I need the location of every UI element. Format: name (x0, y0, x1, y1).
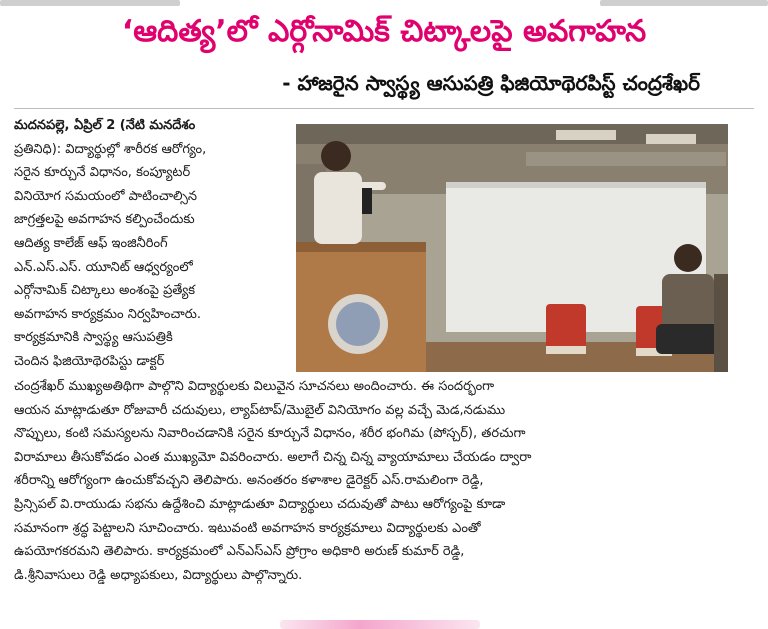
adjacent-column-fragment (0, 0, 180, 6)
text-line: ఆదిత్య కాలేజ్ ఆఫ్ ఇంజినీరింగ్ (14, 235, 168, 251)
dateline: మదనపల్లె, ఏప్రిల్ 2 (నేటి మనదేశం (14, 118, 196, 133)
text-line: ఉపయోగకరమని తెలిపారు. కార్యక్రమంలో ఎన్ఎస్ఎస్ ప్రోగ్రాం అధికారి అరుణ్ కుమార్ రెడ్డి, (14, 544, 465, 560)
text-line: డి.శ్రీనివాసులు రెడ్డి అధ్యాపకులు, విద్యార్థులు పాల్గొన్నారు. (14, 567, 303, 583)
text-line: ప్రతినిధి): విద్యార్థుల్లో శారీరక ఆరోగ్యం, (14, 141, 207, 157)
text-line: సరైన కూర్చునే విధానం, కంప్యూటర్ (14, 165, 191, 181)
text-line: అవగాహన కార్యక్రమం నిర్వహించారు. (14, 306, 202, 322)
left-column-text (14, 114, 290, 374)
adjacent-column-fragment (600, 0, 768, 6)
divider (14, 108, 754, 109)
text-line: కార్యక్రమానికి స్వాస్థ్య ఆసుపత్రికి (14, 330, 173, 346)
next-headline-fragment (280, 620, 480, 629)
full-width-text (14, 375, 754, 587)
subheadline: - హాజరైన స్వాస్థ్య ఆసుపత్రి ఫిజియోథెరపిస్ట్ చంద్రశేఖర్ (282, 71, 700, 95)
text-line: నొప్పులు, కంటి సమస్యలను నివారించడానికి సరైన కూర్చునే విధానం, శరీర భంగిమ (పోస్చర్), తరచుగా (14, 426, 526, 442)
text-line: ఎర్గోనామిక్ చిట్కాలు అంశంపై ప్రత్యేక (14, 283, 196, 299)
text-line: వినియోగ సమయంలో పాటించాల్సిన (14, 188, 197, 204)
text-line: జాగ్రత్తలపై అవగాహన కల్పించేందుకు (14, 212, 195, 228)
text-line: ఎన్.ఎస్.ఎస్. యూనిట్ ఆధ్వర్యంలో (14, 259, 193, 275)
event-photo (296, 124, 728, 372)
text-line: చంద్రశేఖర్ ముఖ్యఅతిథిగా పాల్గొని విద్యార్థులకు విలువైన సూచనలు అందించారు. ఈ సందర్భంగా (14, 379, 495, 394)
text-line: సమానంగా శ్రద్ధ పెట్టాలని సూచించారు. ఇటువంటి అవగాహన కార్యక్రమాలు విద్యార్థులకు ఎంతో (14, 520, 481, 536)
headline: ‘ఆదిత్య’లో ఎర్గోనామిక్ చిట్కాలపై అవగాహన (121, 14, 647, 49)
text-line: ప్రిన్సిపల్ వి.రాయుడు సభను ఉద్దేశించి మాట్లాడుతూ విద్యార్థులు చదువుతో పాటు ఆరోగ్యంపై కూడా (14, 496, 506, 512)
text-line: శరీరాన్ని ఆరోగ్యంగా ఉంచుకోవచ్చని తెలిపారు. అనంతరం కళాశాల డైరెక్టర్ ఎస్.రామలింగా రెడ్డి, (14, 473, 484, 489)
text-line: చెందిన ఫిజియోథెరపిస్టు డాక్టర్ (14, 353, 165, 369)
text-line: విరామాలు తీసుకోవడం ఎంత ముఖ్యమో వివరించారు. అలాగే చిన్న చిన్న వ్యాయామాలు చేయడం ద్వారా (14, 449, 532, 465)
text-line: ఆయన మాట్లాడుతూ రోజువారీ చదువులు, ల్యాప్‌టాప్/మొబైల్ వినియోగం వల్ల వచ్చే మెడ,నడుము (14, 402, 506, 418)
